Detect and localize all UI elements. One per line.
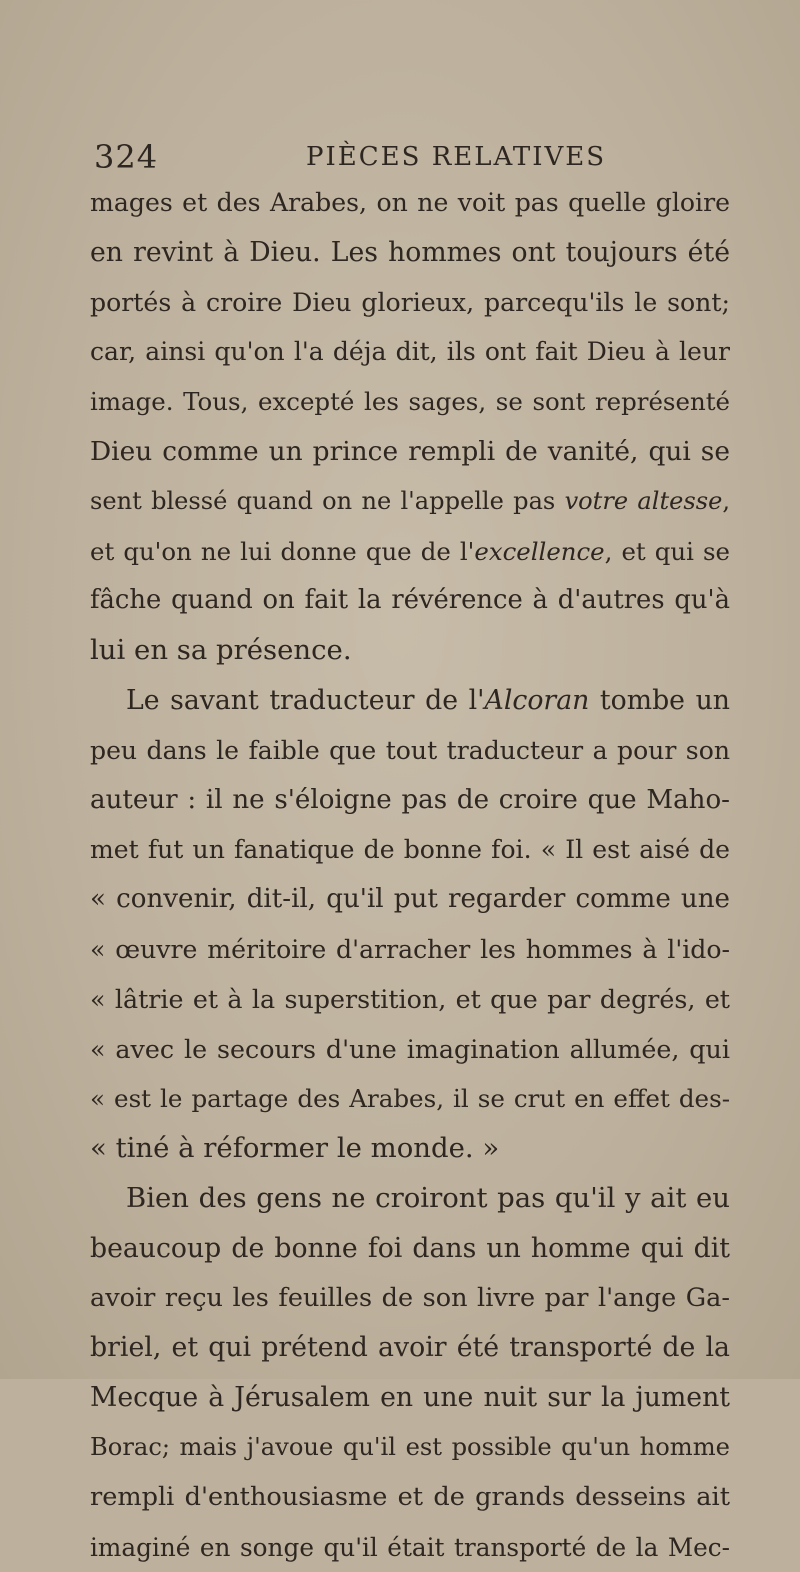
body-text: [90, 178, 730, 1572]
text-line-paragraph-start: Bien des gens ne croiront pas qu'il y ait eu: [126, 1181, 730, 1214]
text-line: rempli d'enthousiasme et de grands desseins ait: [90, 1481, 730, 1512]
text-line: met fut un fanatique de bonne foi. « Il est aisé de: [90, 835, 730, 865]
running-head: [94, 138, 714, 178]
text-line-paragraph-start: Le savant traducteur de l'Alcoran tombe un: [126, 684, 730, 716]
text-line: avoir reçu les feuilles de son livre par l'ange Ga-: [90, 1282, 730, 1313]
quotation-line: « est le partage des Arabes, il se crut en effet des-: [90, 1084, 730, 1114]
text-line: mages et des Arabes, on ne voit pas quelle gloire: [90, 188, 730, 217]
text-line: et qu'on ne lui donne que de l'excellence, et qui se: [90, 536, 730, 566]
quotation-line: « convenir, dit-il, qu'il put regarder comme une: [90, 884, 730, 915]
text-line: fâche quand on fait la révérence à d'autres qu'à: [90, 585, 730, 616]
text-line-paragraph-end: lui en sa présence.: [90, 634, 352, 667]
italic-phrase: Alcoran: [484, 684, 590, 716]
text-line: Dieu comme un prince rempli de vanité, qui se: [90, 435, 730, 467]
page-number: 324: [94, 138, 159, 176]
quotation-line: « avec le secours d'une imagination allumée, qui: [90, 1033, 730, 1064]
text-line: car, ainsi qu'on l'a déja dit, ils ont fait Dieu à leur: [90, 337, 730, 367]
text-line: image. Tous, excepté les sages, se sont représenté: [90, 387, 730, 417]
text-line: Borac; mais j'avoue qu'il est possible qu'un homme: [90, 1432, 730, 1461]
text-line: en revint à Dieu. Les hommes ont toujours été: [90, 236, 730, 268]
italic-phrase: excellence: [474, 536, 605, 566]
text-line: beaucoup de bonne foi dans un homme qui dit: [90, 1232, 730, 1264]
quotation-line: « œuvre méritoire d'arracher les hommes à l'ido-: [90, 934, 730, 964]
running-title: PIÈCES RELATIVES: [306, 142, 607, 172]
italic-phrase: votre altesse: [564, 486, 723, 515]
text-line: auteur : il ne s'éloigne pas de croire que Maho-: [90, 784, 730, 815]
text-line: portés à croire Dieu glorieux, parcequ'ils le sont;: [90, 287, 730, 317]
quotation-line: « lâtrie et à la superstition, et que par degrés, et: [90, 983, 730, 1014]
text-line: imaginé en songe qu'il était transporté de la Mec-: [90, 1532, 730, 1562]
text-line: Mecque à Jérusalem en une nuit sur la jument: [90, 1382, 730, 1414]
text-line: briel, et qui prétend avoir été transporté de la: [90, 1332, 730, 1364]
text-line: sent blessé quand on ne l'appelle pas votre altesse,: [90, 486, 730, 515]
text-line: peu dans le faible que tout traducteur a pour son: [90, 735, 730, 765]
quotation-line-end: « tiné à réformer le monde. »: [90, 1132, 500, 1165]
